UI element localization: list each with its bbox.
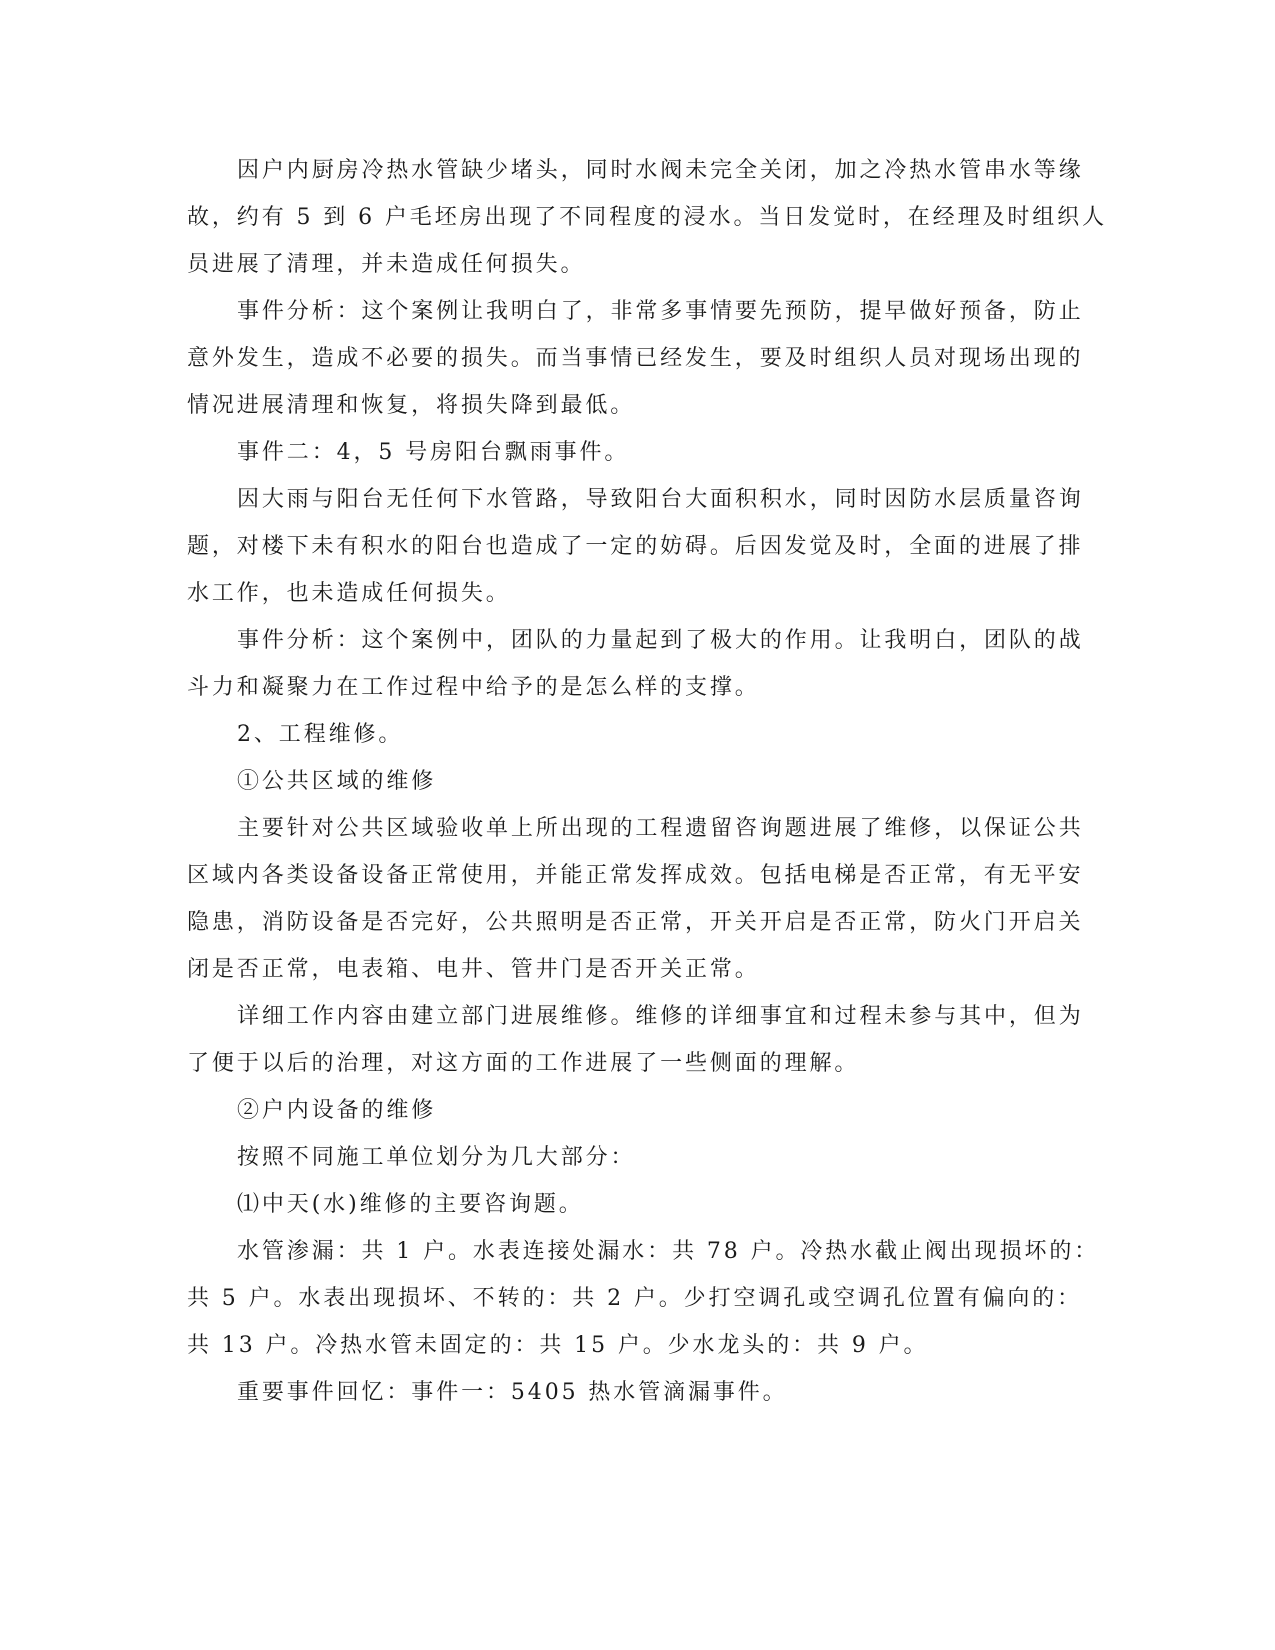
paragraph-line: 按照不同施工单位划分为几大部分： <box>237 1145 636 1170</box>
paragraph-line: 了便于以后的治理，对这方面的工作进展了一些侧面的理解。 <box>187 1051 860 1076</box>
paragraph-line: 水工作，也未造成任何损失。 <box>187 581 511 606</box>
paragraph-line: 员进展了清理，并未造成任何损失。 <box>187 252 586 277</box>
paragraph-line: 共 13 户。冷热水管未固定的：共 15 户。少水龙头的：共 9 户。 <box>187 1333 929 1358</box>
section-heading: 事件二：4，5 号房阳台飘雨事件。 <box>237 440 630 465</box>
paragraph-line: 题，对楼下未有积水的阳台也造成了一定的妨碍。后因发觉及时，全面的进展了排 <box>187 534 1084 559</box>
paragraph-line: 区域内各类设备设备正常使用，并能正常发挥成效。包括电梯是否正常，有无平安 <box>187 863 1084 888</box>
paragraph-line: 隐患，消防设备是否完好，公共照明是否正常，开关开启是否正常，防火门开启关 <box>187 910 1084 935</box>
paragraph-line: 事件分析：这个案例让我明白了，非常多事情要先预防，提早做好预备，防止 <box>237 299 1084 324</box>
paragraph-line: 主要针对公共区域验收单上所出现的工程遗留咨询题进展了维修，以保证公共 <box>237 816 1084 841</box>
list-item-heading: ⑴中天(水)维修的主要咨询题。 <box>237 1192 584 1217</box>
paragraph-line: 故，约有 5 到 6 户毛坯房出现了不同程度的浸水。当日发觉时，在经理及时组织人 <box>187 205 1107 230</box>
paragraph-line: 闭是否正常，电表箱、电井、管井门是否开关正常。 <box>187 957 760 982</box>
paragraph-line: 重要事件回忆：事件一：5405 热水管滴漏事件。 <box>237 1380 788 1405</box>
section-heading: 2、工程维修。 <box>237 722 404 747</box>
paragraph-line: 意外发生，造成不必要的损失。而当事情已经发生，要及时组织人员对现场出现的 <box>187 346 1084 371</box>
subsection-heading: ①公共区域的维修 <box>237 769 437 794</box>
paragraph-line: 斗力和凝聚力在工作过程中给予的是怎么样的支撑。 <box>187 675 760 700</box>
paragraph-line: 情况进展清理和恢复，将损失降到最低。 <box>187 393 636 418</box>
paragraph-line: 水管渗漏：共 1 户。水表连接处漏水：共 78 户。冷热水截止阀出现损坏的： <box>237 1239 1100 1264</box>
paragraph-line: 共 5 户。水表出现损坏、不转的：共 2 户。少打空调孔或空调孔位置有偏向的： <box>187 1286 1083 1311</box>
paragraph-line: 事件分析：这个案例中，团队的力量起到了极大的作用。让我明白，团队的战 <box>237 628 1084 653</box>
subsection-heading: ②户内设备的维修 <box>237 1098 437 1123</box>
paragraph-line: 因大雨与阳台无任何下水管路，导致阳台大面积积水，同时因防水层质量咨询 <box>237 487 1084 512</box>
paragraph-line: 因户内厨房冷热水管缺少堵头，同时水阀未完全关闭，加之冷热水管串水等缘 <box>237 158 1084 183</box>
paragraph-line: 详细工作内容由建立部门进展维修。维修的详细事宜和过程未参与其中，但为 <box>237 1004 1084 1029</box>
